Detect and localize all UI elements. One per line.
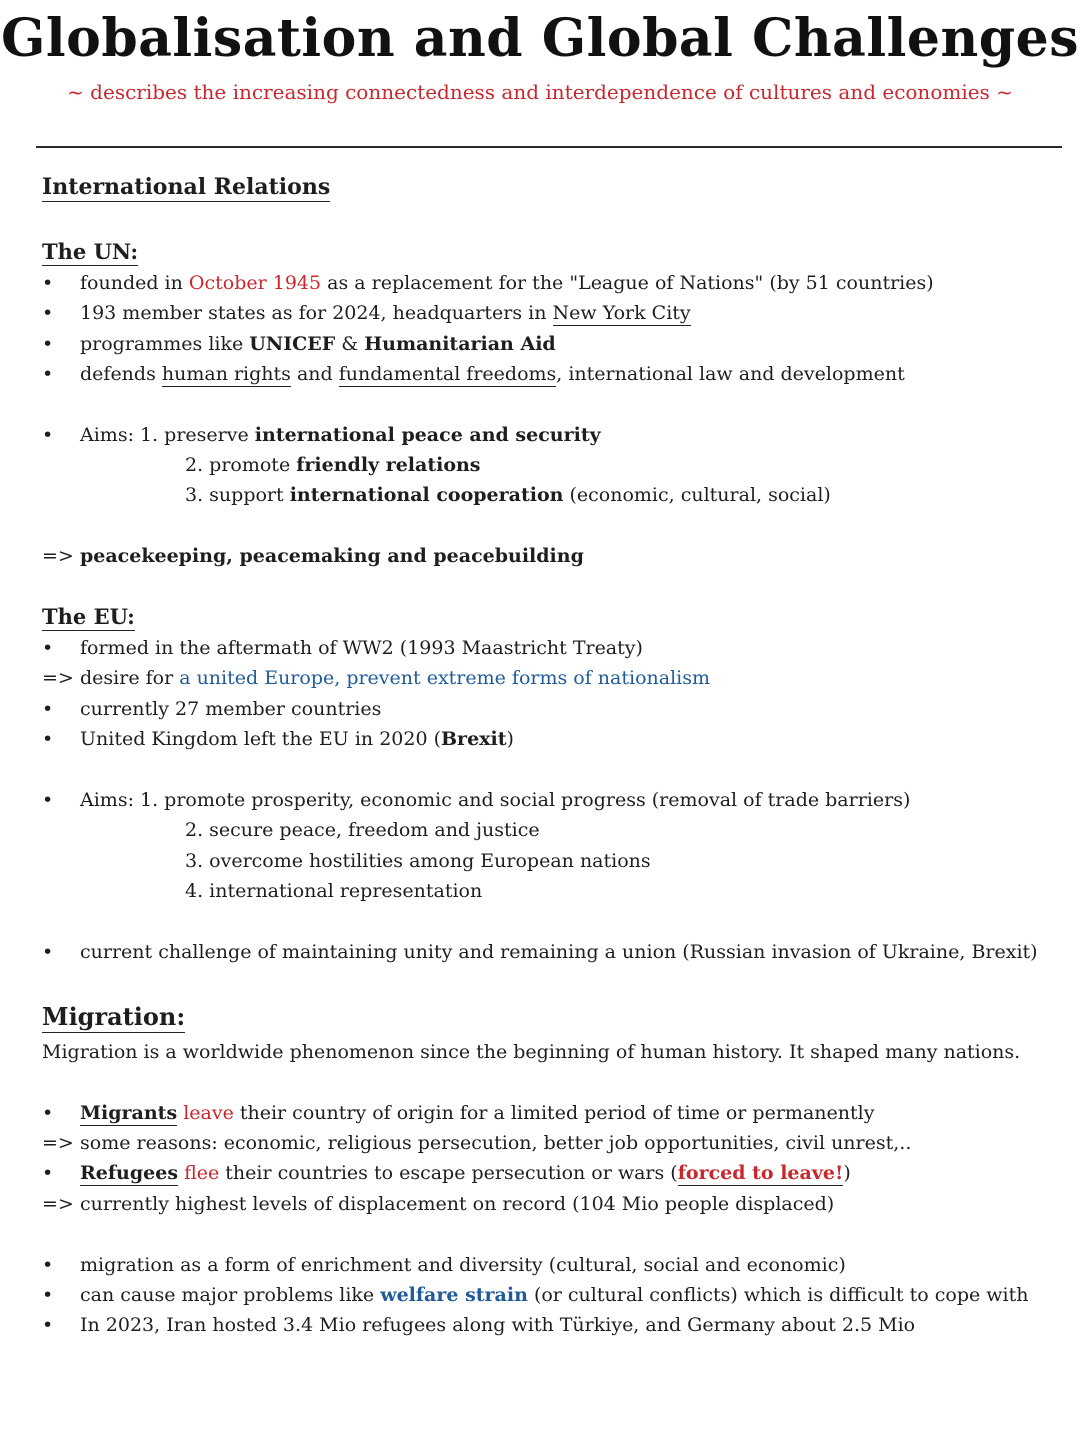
heading-text: Migration: (42, 1002, 186, 1031)
text: 2. promote (185, 454, 297, 476)
highlight-date: October 1945 (188, 272, 322, 294)
text: Migration is a worldwide phenomenon since the beginning of human history. It shaped many nations. (42, 1041, 1021, 1063)
highlight-text: welfare strain (380, 1284, 528, 1306)
text: ) (506, 728, 514, 750)
bullet: • (42, 272, 54, 294)
highlight-text: forced to leave! (677, 1162, 844, 1184)
divider (36, 146, 1062, 148)
heading-text: The EU: (42, 604, 135, 629)
bold-text: UNICEF (249, 333, 336, 355)
text: migration as a form of enrichment and diversity (cultural, social and economic) (80, 1254, 846, 1276)
text: United Kingdom left the EU in 2020 ( (80, 728, 441, 750)
text: 4. international representation (185, 880, 483, 902)
bold-text: Humanitarian Aid (364, 333, 556, 355)
text: and (290, 363, 339, 385)
paragraph (42, 1039, 1020, 1065)
text: currently highest levels of displacement on record (104 Mio people displaced) (80, 1193, 835, 1215)
subheading-eu (42, 604, 135, 631)
text: 193 member states as for 2024, headquarters in (80, 302, 553, 324)
text: can cause major problems like (80, 1284, 381, 1306)
section-heading-migration (42, 1004, 185, 1032)
bullet: • (42, 1314, 54, 1336)
text: 3. overcome hostilities among European nations (185, 850, 651, 872)
bullet: • (42, 424, 54, 446)
underlined-text: fundamental freedoms (338, 363, 557, 385)
aims-label: Aims: (80, 424, 141, 446)
underlined-text: New York City (552, 302, 691, 324)
result-text: peacekeeping, peacemaking and peacebuilding (80, 545, 584, 567)
highlight-text: flee (178, 1162, 220, 1184)
text: , international law and development (556, 363, 905, 385)
bullet: • (42, 941, 54, 963)
text: as a replacement for the "League of Nations" (by 51 countries) (321, 272, 934, 294)
bullet: • (42, 333, 54, 355)
text: their countries to escape persecution or wars ( (219, 1162, 678, 1184)
bold-underlined-text: Migrants (80, 1102, 178, 1124)
bold-text: international cooperation (289, 484, 564, 506)
arrow: => (42, 545, 74, 567)
bullet: • (42, 698, 54, 720)
bullet: • (42, 789, 54, 811)
bullet: • (42, 1102, 54, 1124)
bold-text: Brexit (441, 728, 507, 750)
bullet: • (42, 363, 54, 385)
text: & (335, 333, 365, 355)
aims-label: Aims: (80, 789, 141, 811)
bullet: • (42, 302, 54, 324)
bullet: • (42, 1162, 54, 1184)
heading-text: The UN: (42, 239, 139, 264)
text: 1. promote prosperity, economic and social progress (removal of trade barriers) (140, 789, 911, 811)
arrow: => (42, 1132, 74, 1154)
text: 1. preserve (140, 424, 255, 446)
page-subtitle: ~ describes the increasing connectedness and interdependence of cultures and economies ~ (67, 80, 1013, 104)
text: defends (80, 363, 162, 385)
highlight-text: a united Europe, prevent extreme forms of nationalism (179, 667, 710, 689)
text: desire for (80, 667, 180, 689)
highlight-text: leave (177, 1102, 234, 1124)
bold-text: international peace and security (254, 424, 601, 446)
bold-text: friendly relations (296, 454, 481, 476)
page-title: Globalisation and Global Challenges (1, 8, 1079, 69)
text: their country of origin for a limited period of time or permanently (233, 1102, 875, 1124)
text: current challenge of maintaining unity and remaining a union (Russian invasion of Ukraine, Brexit) (80, 941, 1038, 963)
underlined-text: human rights (161, 363, 291, 385)
arrow: => (42, 667, 74, 689)
text: founded in (80, 272, 189, 294)
text: ) (843, 1162, 851, 1184)
text: formed in the aftermath of WW2 (1993 Maastricht Treaty) (80, 637, 643, 659)
text: (economic, cultural, social) (563, 484, 831, 506)
text: 3. support (185, 484, 290, 506)
bullet: • (42, 1254, 54, 1276)
text: 2. secure peace, freedom and justice (185, 819, 540, 841)
arrow: => (42, 1193, 74, 1215)
bullet: • (42, 728, 54, 750)
bullet: • (42, 1284, 54, 1306)
text: In 2023, Iran hosted 3.4 Mio refugees along with Türkiye, and Germany about 2.5 Mio (80, 1314, 916, 1336)
section-heading-international-relations (42, 174, 330, 201)
heading-text: International Relations (42, 174, 331, 200)
subheading-un (42, 239, 138, 266)
bullet: • (42, 637, 54, 659)
text: (or cultural conflicts) which is difficult to cope with (527, 1284, 1029, 1306)
text: programmes like (80, 333, 250, 355)
text: currently 27 member countries (80, 698, 382, 720)
text: some reasons: economic, religious persecution, better job opportunities, civil unrest,.. (80, 1132, 912, 1154)
bold-underlined-text: Refugees (80, 1162, 179, 1184)
